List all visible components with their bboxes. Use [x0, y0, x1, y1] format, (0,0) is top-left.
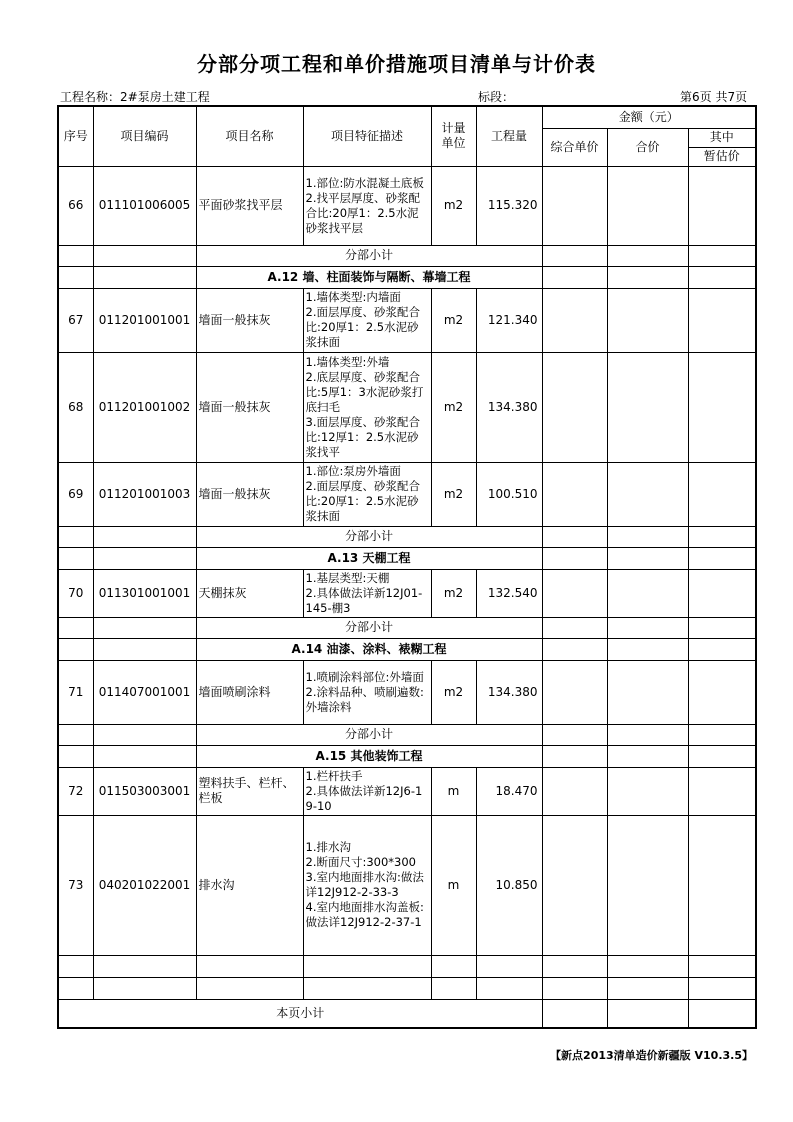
page-subtotal-label: 本页小计: [58, 999, 542, 1028]
row-unit: m: [431, 767, 476, 815]
row-qty: 121.340: [476, 288, 542, 352]
header-unit: 计量 单位: [431, 106, 476, 166]
row-qty: 134.380: [476, 660, 542, 724]
section-row: [58, 638, 756, 660]
header-qty: 工程量: [476, 106, 542, 166]
row-name: 排水沟: [196, 815, 303, 955]
table-row: [58, 352, 756, 462]
row-desc: 1.基层类型:天棚 2.具体做法详新12J01-145-棚3: [303, 569, 431, 617]
row-unit: m2: [431, 569, 476, 617]
row-code: 011503003001: [93, 767, 196, 815]
subtotal-row: [58, 245, 756, 266]
row-unit: m2: [431, 660, 476, 724]
row-code: 011101006005: [93, 166, 196, 245]
row-seq: 66: [58, 166, 93, 245]
row-seq: 72: [58, 767, 93, 815]
row-desc: 1.栏杆扶手 2.具体做法详新12J6-19-10: [303, 767, 431, 815]
row-unit: m2: [431, 288, 476, 352]
table-row: [58, 288, 756, 352]
table-row: [58, 166, 756, 245]
row-seq: 68: [58, 352, 93, 462]
table-row: [58, 660, 756, 724]
page-number: 第6页 共7页: [680, 90, 748, 104]
row-seq: 73: [58, 815, 93, 955]
row-qty: 18.470: [476, 767, 542, 815]
page-title: 分部分项工程和单价措施项目清单与计价表: [197, 52, 596, 76]
subtotal-row: [58, 724, 756, 745]
row-name: 墙面一般抹灰: [196, 288, 303, 352]
row-qty: 115.320: [476, 166, 542, 245]
subtotal-label: 分部小计: [196, 617, 542, 638]
header-provisional: 暂估价: [688, 147, 756, 166]
header-of-which: 其中: [688, 128, 756, 147]
row-code: 011201001003: [93, 462, 196, 526]
table-row: [58, 815, 756, 955]
row-desc: 1.部位:防水混凝土底板 2.找平层厚度、砂浆配合比:20厚1：2.5水泥砂浆找平层: [303, 166, 431, 245]
row-desc: 1.喷刷涂料部位:外墙面 2.涂料品种、喷刷遍数:外墙涂料: [303, 660, 431, 724]
section-title: A.15 其他装饰工程: [196, 745, 542, 767]
header-amount: 金额（元）: [542, 106, 756, 128]
row-code: 011407001001: [93, 660, 196, 724]
header-name: 项目名称: [196, 106, 303, 166]
header-seq: 序号: [58, 106, 93, 166]
page-subtotal-row: [58, 999, 756, 1028]
subtotal-label: 分部小计: [196, 526, 542, 547]
section-title: A.12 墙、柱面装饰与隔断、幕墙工程: [196, 266, 542, 288]
section-label: 标段：: [478, 90, 515, 104]
table-row: [58, 462, 756, 526]
row-qty: 132.540: [476, 569, 542, 617]
row-desc: 1.部位:泵房外墙面 2.面层厚度、砂浆配合比:20厚1：2.5水泥砂浆抹面: [303, 462, 431, 526]
table-row: [58, 767, 756, 815]
section-row: [58, 547, 756, 569]
row-name: 墙面一般抹灰: [196, 462, 303, 526]
header-desc: 项目特征描述: [303, 106, 431, 166]
row-unit: m2: [431, 352, 476, 462]
section-title: A.13 天棚工程: [196, 547, 542, 569]
header-code: 项目编码: [93, 106, 196, 166]
row-desc: 1.排水沟 2.断面尺寸:300*300 3.室内地面排水沟:做法详12J912-2-33-3 4.室内地面排水沟盖板:做法详12J912-2-37-1: [303, 815, 431, 955]
header-unit-price: 综合单价: [542, 128, 607, 166]
row-desc: 1.墙体类型:外墙 2.底层厚度、砂浆配合比:5厚1：3水泥砂浆打底扫毛 3.面层厚度、砂浆配合比:12厚1：2.5水泥砂浆找平: [303, 352, 431, 462]
subtotal-label: 分部小计: [196, 724, 542, 745]
header-total: 合价: [607, 128, 688, 166]
row-name: 天棚抹灰: [196, 569, 303, 617]
row-code: 011201001002: [93, 352, 196, 462]
section-title: A.14 油漆、涂料、裱糊工程: [196, 638, 542, 660]
empty-row: [58, 977, 756, 999]
row-unit: m: [431, 815, 476, 955]
table-row: [58, 569, 756, 617]
row-seq: 69: [58, 462, 93, 526]
subtotal-row: [58, 526, 756, 547]
row-qty: 100.510: [476, 462, 542, 526]
section-row: [58, 266, 756, 288]
row-seq: 67: [58, 288, 93, 352]
project-name: 工程名称：2#泵房土建工程: [60, 90, 210, 104]
row-code: 011201001001: [93, 288, 196, 352]
row-seq: 70: [58, 569, 93, 617]
row-unit: m2: [431, 166, 476, 245]
row-desc: 1.墙体类型:内墙面 2.面层厚度、砂浆配合比:20厚1：2.5水泥砂浆抹面: [303, 288, 431, 352]
row-name: 墙面一般抹灰: [196, 352, 303, 462]
subtotal-row: [58, 617, 756, 638]
row-qty: 10.850: [476, 815, 542, 955]
row-name: 墙面喷刷涂料: [196, 660, 303, 724]
row-name: 塑料扶手、栏杆、栏板: [196, 767, 303, 815]
row-seq: 71: [58, 660, 93, 724]
row-code: 011301001001: [93, 569, 196, 617]
empty-row: [58, 955, 756, 977]
software-footer: 【新点2013清单造价新疆版 V10.3.5】: [550, 1049, 753, 1062]
row-code: 040201022001: [93, 815, 196, 955]
row-name: 平面砂浆找平层: [196, 166, 303, 245]
section-row: [58, 745, 756, 767]
subtotal-label: 分部小计: [196, 245, 542, 266]
bill-table: [57, 105, 757, 1029]
row-qty: 134.380: [476, 352, 542, 462]
row-unit: m2: [431, 462, 476, 526]
